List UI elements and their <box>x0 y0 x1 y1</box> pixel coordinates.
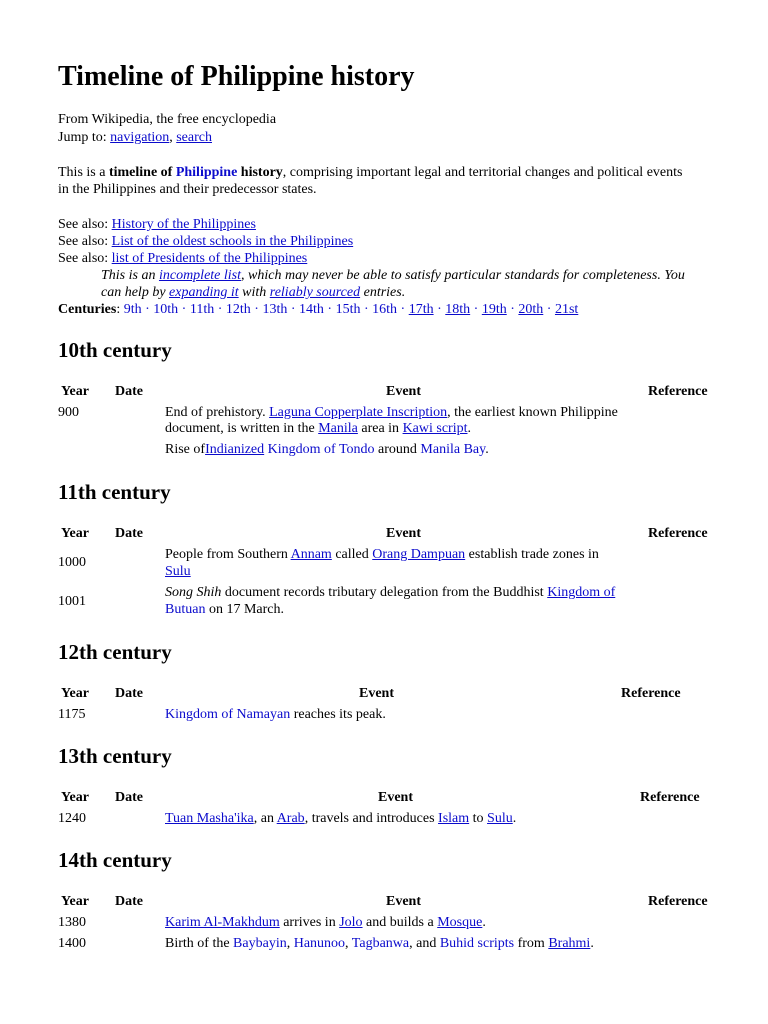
annam-link[interactable]: Annam <box>290 547 332 562</box>
see-also-1: See also: History of the Philippines <box>58 217 256 232</box>
manila-link[interactable]: Manila <box>318 421 358 436</box>
baybayin-link[interactable]: Baybayin <box>233 936 287 951</box>
incomplete-notice-line-1: This is an incomplete list, which may never be able to satisfy particular standards for completeness. You <box>101 268 685 283</box>
col-date: Date <box>115 790 143 805</box>
year-cell: 1000 <box>58 555 86 570</box>
col-date: Date <box>115 686 143 701</box>
col-event: Event <box>359 686 394 701</box>
year-cell: 1240 <box>58 811 86 826</box>
event-cell: Kingdom of Namayan reaches its peak. <box>165 707 386 722</box>
col-date: Date <box>115 526 143 541</box>
event-cell: Rise ofIndianized Kingdom of Tondo around Manila Bay. <box>165 442 489 457</box>
orang-dampuan-link[interactable]: Orang Dampuan <box>372 547 466 562</box>
century-link-9th[interactable]: 9th <box>123 302 142 317</box>
section-heading-10th: 10th century <box>58 338 172 362</box>
navigation-link[interactable]: navigation <box>110 130 170 145</box>
col-event: Event <box>378 790 413 805</box>
century-link-17th[interactable]: 17th <box>408 302 434 317</box>
col-reference: Reference <box>648 526 708 541</box>
hanunoo-link[interactable]: Hanunoo <box>293 936 346 951</box>
century-link-10th[interactable]: 10th <box>153 302 179 317</box>
col-year: Year <box>61 894 89 909</box>
intro-line-1: This is a timeline of Philippine history, comprising important legal and territorial changes and political events <box>58 165 683 180</box>
col-year: Year <box>61 384 89 399</box>
col-reference: Reference <box>621 686 681 701</box>
buhid-scripts-link[interactable]: Buhid scripts <box>439 936 515 951</box>
see-also-link-history[interactable]: History of the Philippines <box>111 217 256 232</box>
col-event: Event <box>386 384 421 399</box>
century-link-16th[interactable]: 16th <box>372 302 398 317</box>
manila-bay-link[interactable]: Manila Bay <box>420 442 486 457</box>
event-cell: Birth of the Baybayin, Hanunoo, Tagbanwa, and Buhid scripts from Brahmi. <box>165 936 594 951</box>
search-link[interactable]: search <box>176 130 212 145</box>
butuan-link[interactable]: Butuan <box>165 602 206 617</box>
col-year: Year <box>61 790 89 805</box>
col-year: Year <box>61 526 89 541</box>
year-cell: 900 <box>58 405 79 420</box>
philippine-link[interactable]: Philippine <box>175 165 238 180</box>
event-cell: Song Shih document records tributary delegation from the Buddhist Kingdom of <box>165 585 616 600</box>
century-link-21st[interactable]: 21st <box>554 302 579 317</box>
century-link-14th[interactable]: 14th <box>299 302 324 317</box>
jump-to-line <box>58 129 212 146</box>
mosque-link[interactable]: Mosque <box>437 915 483 930</box>
century-link-13th[interactable]: 13th <box>262 302 288 317</box>
event-cell: End of prehistory. Laguna Copperplate Inscription, the earliest known Philippine <box>165 405 618 420</box>
century-link-12th[interactable]: 12th <box>225 302 251 317</box>
event-cell: Karim Al-Makhdum arrives in Jolo and builds a Mosque. <box>165 915 486 930</box>
tuan-mashaika-link[interactable]: Tuan Masha'ika <box>165 811 254 826</box>
event-cell: Tuan Masha'ika, an Arab, travels and introduces Islam to Sulu. <box>165 811 517 826</box>
jump-to-label: Jump to: <box>58 130 107 145</box>
arab-link[interactable]: Arab <box>276 811 305 826</box>
tagbanwa-link[interactable]: Tagbanwa <box>351 936 410 951</box>
col-reference: Reference <box>640 790 700 805</box>
col-reference: Reference <box>648 894 708 909</box>
col-reference: Reference <box>648 384 708 399</box>
year-cell: 1400 <box>58 936 86 951</box>
col-year: Year <box>61 686 89 701</box>
jolo-link[interactable]: Jolo <box>339 915 363 930</box>
indianized-link[interactable]: Indianized <box>205 442 265 457</box>
see-also-link-presidents[interactable]: list of Presidents of the Philippines <box>111 251 308 266</box>
intro-line-2: in the Philippines and their predecessor states. <box>58 182 317 197</box>
section-heading-11th: 11th century <box>58 480 171 504</box>
century-link-19th[interactable]: 19th <box>481 302 507 317</box>
jump-comma: , <box>169 130 173 145</box>
year-cell: 1175 <box>58 707 86 722</box>
see-also-2: See also: List of the oldest schools in the Philippines <box>58 234 354 249</box>
karim-al-makhdum-link[interactable]: Karim Al-Makhdum <box>165 915 280 930</box>
century-link-20th[interactable]: 20th <box>518 302 544 317</box>
section-heading-12th: 12th century <box>58 640 172 664</box>
see-also-link-schools[interactable]: List of the oldest schools in the Philippines <box>111 234 354 249</box>
kawi-script-link[interactable]: Kawi script <box>402 421 468 436</box>
event-cell-cont: Butuan on 17 March. <box>165 602 284 617</box>
page-title: Timeline of Philippine history <box>58 61 415 92</box>
year-cell: 1001 <box>58 594 86 609</box>
kingdom-of-namayan-link[interactable]: Kingdom of Namayan <box>165 707 291 722</box>
incomplete-notice-line-2: can help by expanding it with reliably sourced entries. <box>101 285 406 300</box>
reliably-sourced-link[interactable]: reliably sourced <box>269 285 361 300</box>
year-cell: 1380 <box>58 915 86 930</box>
brahmi-link[interactable]: Brahmi <box>548 936 591 951</box>
incomplete-list-link[interactable]: incomplete list <box>158 268 242 283</box>
event-cell: People from Southern Annam called Orang Dampuan establish trade zones in <box>165 547 599 562</box>
sulu-link[interactable]: Sulu <box>165 564 191 579</box>
event-cell-cont: document, is written in the Manila area in Kawi script. <box>165 421 471 436</box>
event-cell-cont <box>165 563 191 580</box>
islam-link[interactable]: Islam <box>438 811 470 826</box>
century-link-18th[interactable]: 18th <box>445 302 471 317</box>
col-date: Date <box>115 384 143 399</box>
centuries-nav: Centuries: 9th · 10th · 11th · 12th · 13th · 14th · 15th · 16th · 17th · 18th · 19th · 20th · 21st <box>58 302 579 317</box>
col-date: Date <box>115 894 143 909</box>
from-tagline: From Wikipedia, the free encyclopedia <box>58 112 277 127</box>
kingdom-of-tondo-link[interactable]: Kingdom of Tondo <box>267 442 375 457</box>
see-also-3: See also: list of Presidents of the Philippines <box>58 251 308 266</box>
expanding-it-link[interactable]: expanding it <box>169 285 239 300</box>
sulu-link[interactable]: Sulu <box>487 811 513 826</box>
century-link-11th[interactable]: 11th <box>189 302 215 317</box>
section-heading-14th: 14th century <box>58 848 172 872</box>
century-link-15th[interactable]: 15th <box>335 302 361 317</box>
col-event: Event <box>386 526 421 541</box>
section-heading-13th: 13th century <box>58 744 172 768</box>
col-event: Event <box>386 894 421 909</box>
kingdom-of-butuan-link[interactable]: Kingdom of <box>547 585 616 600</box>
laguna-copperplate-link[interactable]: Laguna Copperplate Inscription <box>269 405 448 420</box>
